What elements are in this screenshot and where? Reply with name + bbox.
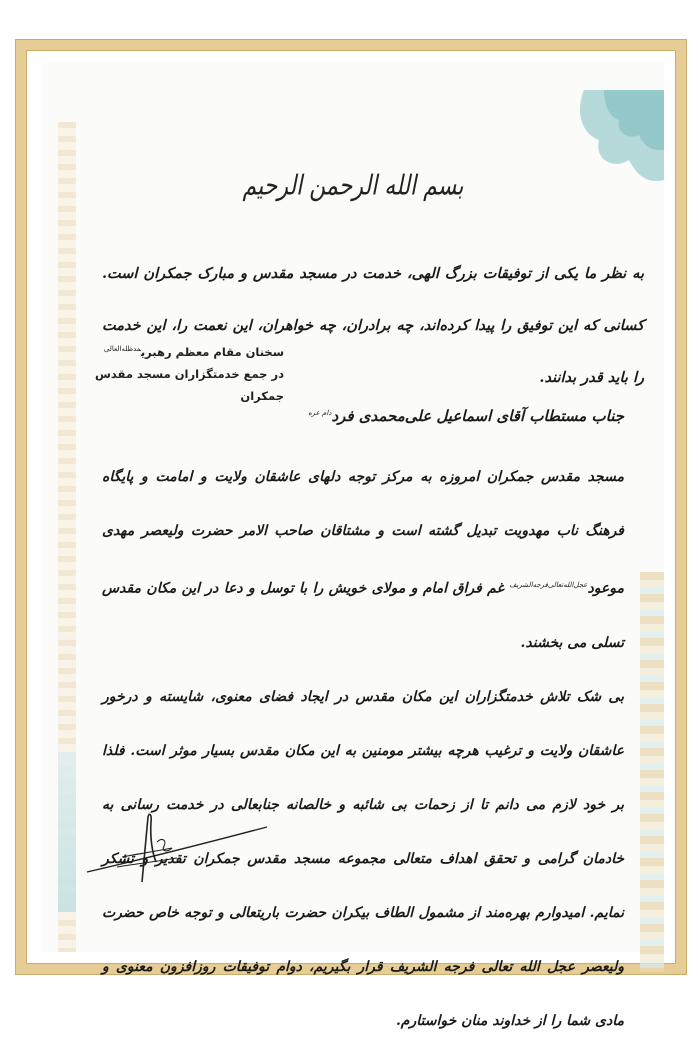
basmala-calligraphy: بسم الله الرحمن الرحیم — [242, 170, 464, 203]
letter-paper — [42, 62, 664, 1029]
attribution-honorific: مدظله‌العالی — [103, 345, 141, 353]
paragraph-2: بی شک تلاش خدمتگزاران این مکان مقدس در ایجاد فضای معنوی، شایسته و درخور عاشقان ولایت و ترغیب هرچه بیشتر مومنین به این مکان مقدس بسیار موثر است. فلذا بر خود لازم می دانم تا از زحمات بی شائبه و خالصانه جنابعالی در خدمت رسانی به خادمان گرامی و تحقق اهداف متعالی مجموعه مسجد مقدس جمکران تقدیر و تشکر نمایم. امیدوارم بهره‌مند از مشمول الطاف بیکران حضرت باریتعالی و توجه خاص حضرت ولیعصر عجل الله تعالی فرجه الشریف قرار بگیریم، دوام توفیقات روزافزون معنوی و مادی شما را از خداوند منان خواستارم. — [102, 688, 624, 1029]
addressee-honorific: دام عزه — [308, 409, 332, 417]
handwritten-signature — [82, 782, 272, 892]
attribution-line-1: سخنان مقام معظم رهبری — [140, 344, 284, 359]
right-border-ornament — [640, 572, 664, 972]
quote-attribution — [82, 338, 284, 407]
left-border-ornament — [58, 122, 76, 952]
paragraph-1-honorific: عجل‌الله‌تعالی‌فرجه‌الشریف — [509, 581, 588, 589]
addressee-line — [82, 407, 624, 425]
addressee-name: جناب مستطاب آقای اسماعیل علی‌محمدی فرد — [331, 407, 624, 425]
paragraph-1: مسجد مقدس جمکران امروزه به مرکز توجه دلهای عاشقان ولایت و امامت و پایگاه فرهنگ ناب مهدویت تبدیل گشته است و مشتاقان صاحب الامر حضرت ولیعصر مهدی موعود$^{عجل‌الله‌تعالی‌فرجه‌الشریف}$ غم فراق امام و مولای خویش را با توسل و دعا در این مکان مقدس تسلی می بخشند. — [102, 469, 625, 651]
letter-body — [102, 450, 624, 1048]
picture-frame — [16, 40, 686, 1029]
leader-quote: به نظر ما یکی از توفیقات بزرگ الهی، خدمت در مسجد مقدس و مبارک جمکران است. کسانی که این توفیق را پیدا کرده‌اند، چه برادران، چه خواهران، این نعمت را، این خدمت را باید قدر بدانند. — [102, 265, 644, 386]
attribution-line-2: در جمع خدمتگزاران مسجد مقدس جمکران — [95, 366, 284, 403]
